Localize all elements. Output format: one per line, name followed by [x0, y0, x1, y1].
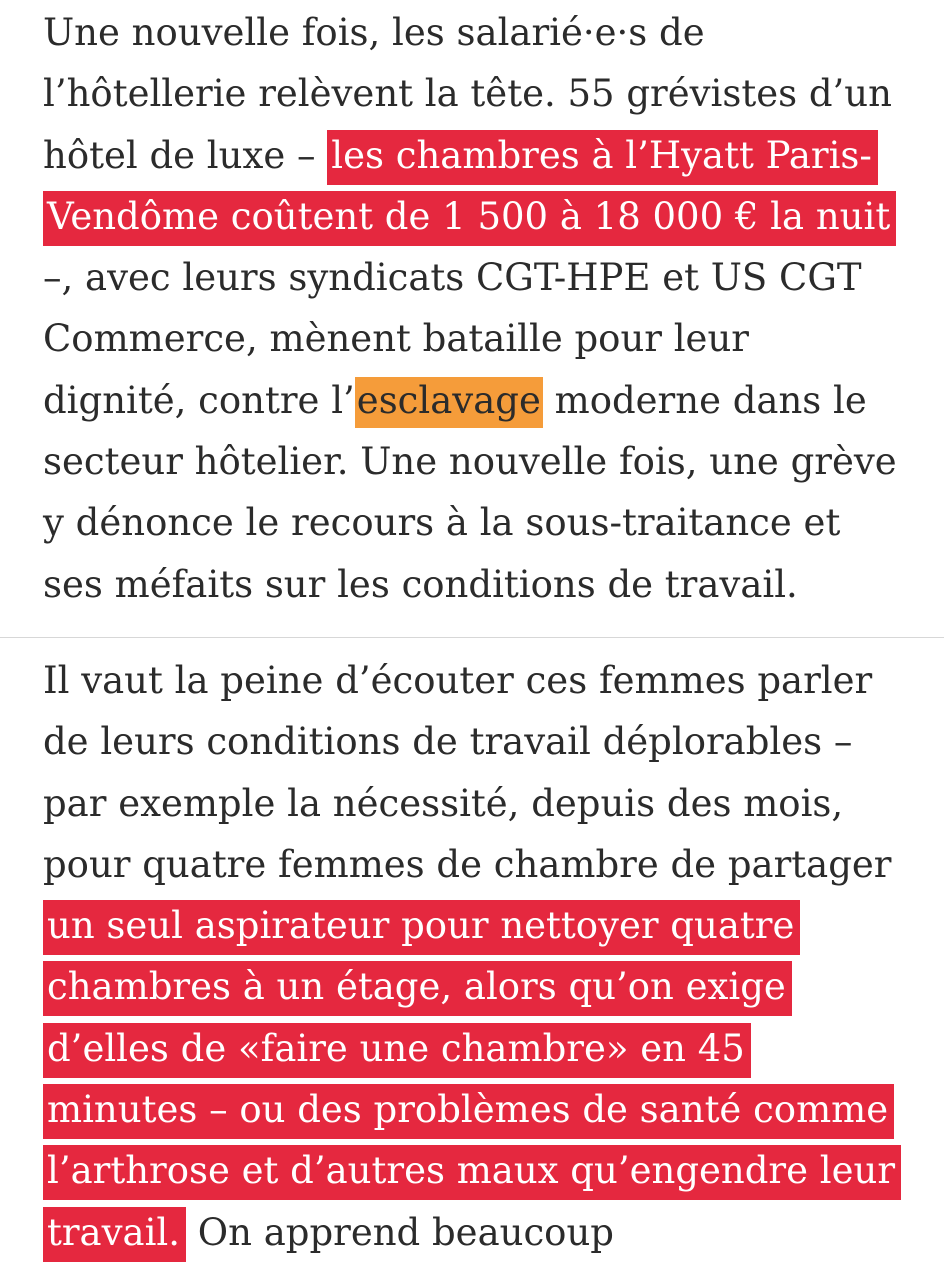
- paragraph-1-red-highlight[interactable]: les chambres à l’Hyatt Paris-Vendôme coûtent de 1 500 à 18 000 € la nuit: [43, 130, 896, 246]
- paragraph-1-text-after: moderne dans le secteur hôtelier. Une nouvelle fois, une grève y dénonce le recours à la sous-traitance et ses méfaits sur les conditions de travail.: [43, 378, 897, 606]
- paragraph-2-red-highlight[interactable]: un seul aspirateur pour nettoyer quatre chambres à un étage, alors qu’on exige d’elles de «faire une chambre» en 45 minutes – ou des problèmes de santé comme l’arthrose et d’autres maux qu’engendre leur travail.: [43, 900, 901, 1261]
- paragraph-1-orange-highlight[interactable]: esclavage: [355, 377, 543, 428]
- paragraph-2-text-before: Il vaut la peine d’écouter ces femmes parler de leurs conditions de travail déplorables – par exemple la nécessité, depuis des mois, pour quatre femmes de chambre de partager: [43, 658, 892, 886]
- article-paragraph-2: [43, 638, 901, 1263]
- paragraph-2-text-after: On apprend beaucoup: [186, 1210, 614, 1254]
- paragraph-1-text-mid: –, avec leurs syndicats CGT-HPE et US CGT Commerce, mènent bataille pour leur dignité, contre l’: [43, 256, 862, 422]
- article-paragraph-1: [43, 0, 901, 615]
- paragraph-1-text-before: Une nouvelle fois, les salarié·e·s de l’hôtellerie relèvent la tête. 55 grévistes d’un hôtel de luxe –: [43, 11, 892, 177]
